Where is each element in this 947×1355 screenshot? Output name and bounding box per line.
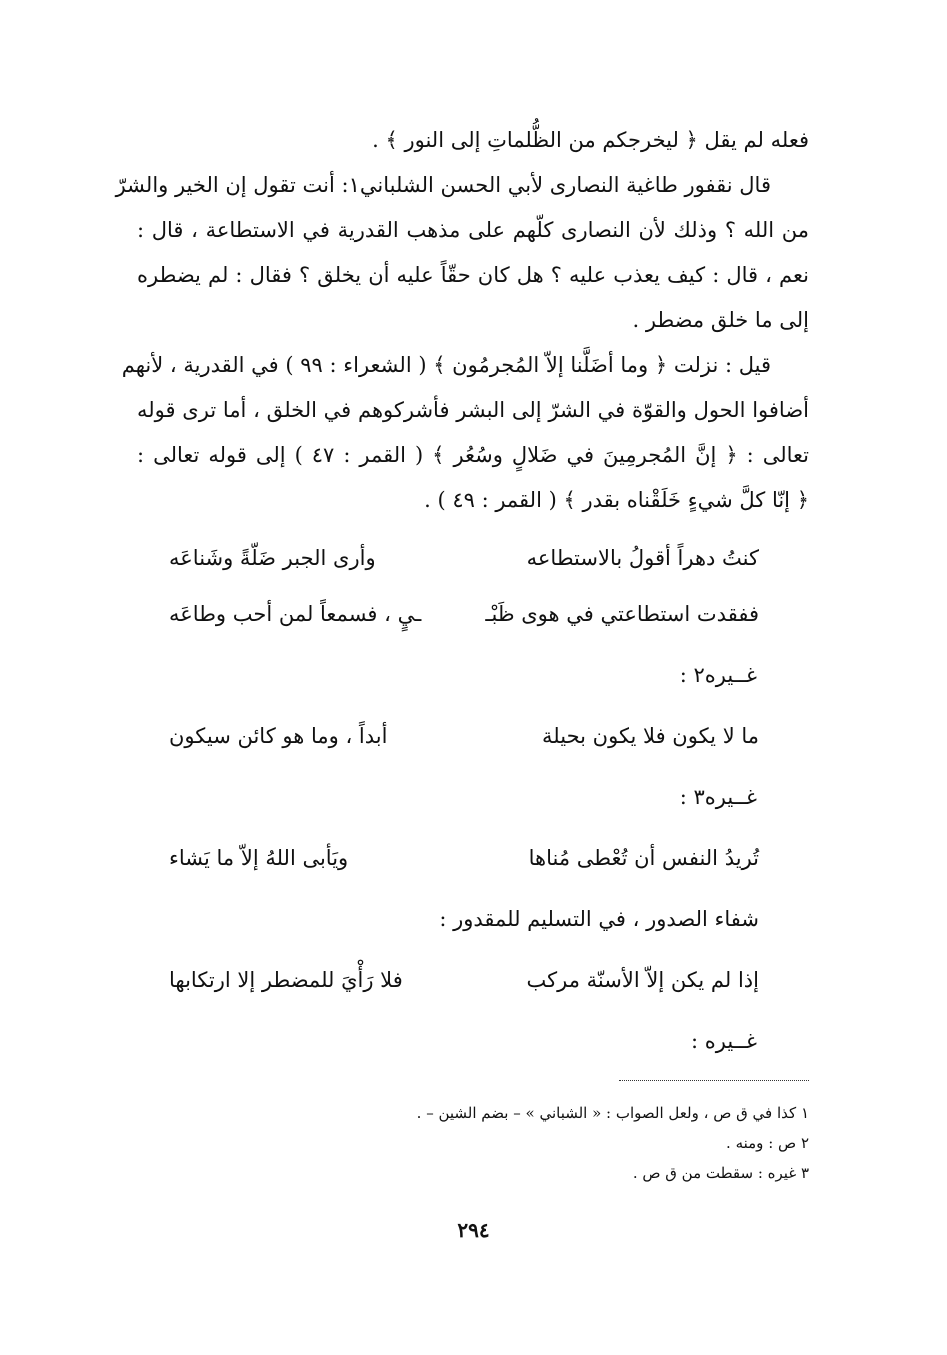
- footnotes: [137, 1098, 809, 1188]
- other-poet-label: غــيره٣ :: [679, 785, 757, 809]
- second-hemistich: فلا رَأْيَ للمضطر إلا ارتكابها: [169, 968, 403, 992]
- verse-line: [169, 950, 759, 1010]
- first-hemistich: إذا لم يكن إلاّ الأسنّة مركب: [526, 968, 759, 992]
- prose-line: أضافوا الحول والقوّة في الشرّ إلى البشر فأشركوهم في الخلق ، أما ترى قوله: [137, 398, 809, 422]
- footnote: ١ كذا في ق ص ، ولعل الصواب : « الشباني » – بضم الشين – .: [416, 1104, 809, 1122]
- prose-line: من الله ؟ وذلك لأن النصارى كلّهم على مذهب القدرية في الاستطاعة ، قال :: [137, 218, 809, 242]
- other-poet-label: غــيره :: [691, 1029, 757, 1053]
- verse-line: [169, 828, 759, 888]
- second-hemistich: ويَأبى اللهُ إلاّ ما يَشاء: [169, 846, 349, 870]
- footnote: ٣ غيره : سقطت من ق ص .: [632, 1164, 809, 1182]
- verse-line: [169, 584, 759, 644]
- other-poet-label: غــيره٢ :: [679, 663, 757, 687]
- footnote: ٢ ص : ومنه .: [726, 1134, 809, 1152]
- prose-line: ﴿ إنّا كلَّ شيءٍ خَلَقْناه بقدر ﴾ ( القمر : ٤٩ ) .: [424, 488, 809, 512]
- prose-line: تعالى : ﴿ إنَّ المُجرمِينَ في ضَلالٍ وسُعُر ﴾ ( القمر : ٤٧ ) إلى قوله تعالى :: [137, 443, 809, 467]
- prose-block: [115, 118, 809, 523]
- prose-line: نعم ، قال : كيف يعذب عليه ؟ هل كان حقّاً عليه أن يخلق ؟ فقال : لم يضطره: [137, 263, 809, 287]
- prose-line: قيل : نزلت ﴿ وما أضَلَّنا إلاّ المُجرمُون ﴾ ( الشعراء : ٩٩ ) في القدرية ، لأنهم: [121, 353, 771, 377]
- verse-line: [169, 706, 759, 766]
- first-hemistich: ففقدت استطاعتي في هوى ظَبْـ: [485, 602, 759, 626]
- prose-line: إلى ما خلق مضطر .: [632, 308, 809, 332]
- footnote-divider: [619, 1080, 809, 1081]
- first-hemistich: تُريدُ النفس أن تُعْطى مُناها: [528, 846, 759, 870]
- poetry-section: [169, 528, 759, 1072]
- first-hemistich: ما لا يكون فلا يكون بحيلة: [542, 724, 759, 748]
- second-hemistich: ـيٍ ، فسمعاً لمن أحب وطاعَه: [169, 602, 422, 626]
- page-number: ٢٩٤: [457, 1218, 490, 1242]
- second-hemistich: أبداً ، وما هو كائن سيكون: [169, 724, 388, 748]
- second-hemistich: وأرى الجبر ضَلّةً وشَناعَه: [169, 546, 376, 570]
- prose-line: قال نقفور طاغية النصارى لأبي الحسن الشلباني١: أنت تقول إن الخير والشرّ: [115, 173, 771, 197]
- section-heading: شفاء الصدور ، في التسليم للمقدور :: [439, 907, 759, 931]
- first-hemistich: كنتُ دهراً أقولُ بالاستطاعه: [526, 546, 759, 570]
- prose-line: فعله لم يقل ﴿ ليخرجكم من الظُّلماتِ إلى النور ﴾ .: [372, 128, 809, 152]
- verse-line: [169, 528, 759, 588]
